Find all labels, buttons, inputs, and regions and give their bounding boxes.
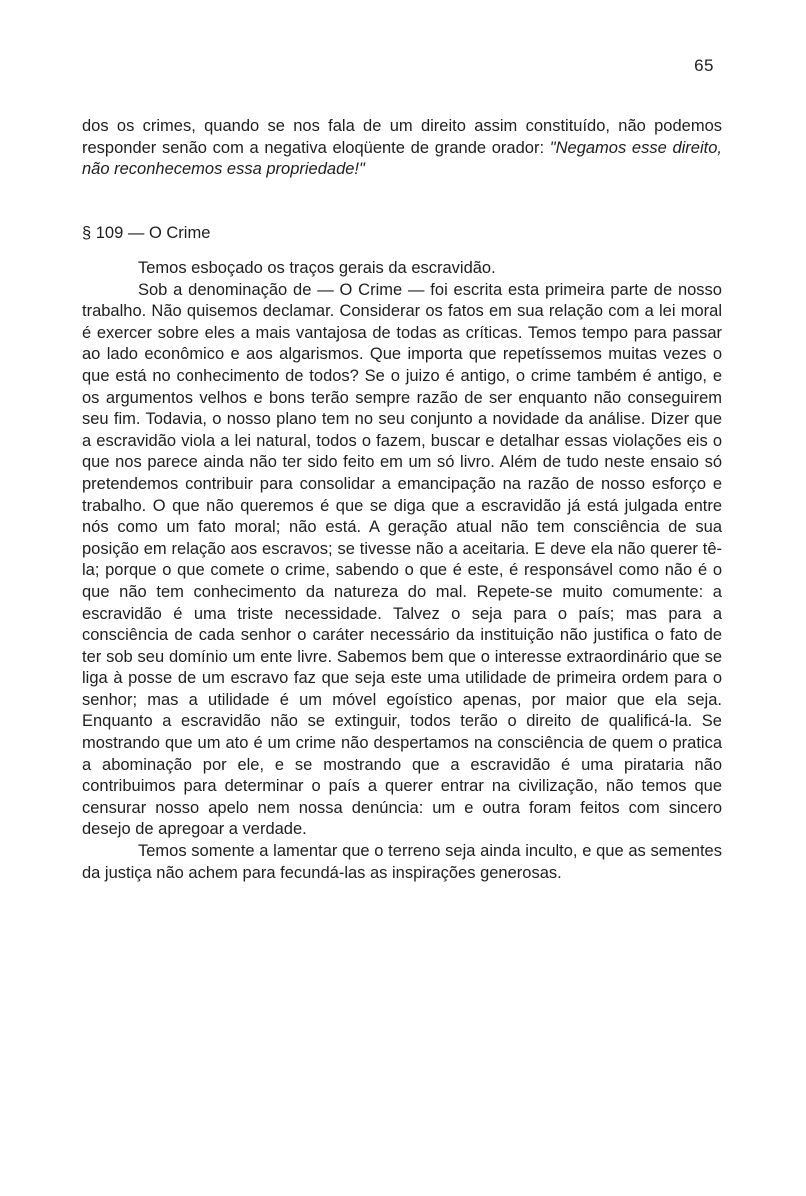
section-paragraph-1: Temos esboçado os traços gerais da escravidão. bbox=[138, 259, 496, 277]
page-number: 65 bbox=[694, 56, 714, 75]
intro-text: dos os crimes, quando se nos fala de um direito assim constituído, não podemos responder senão com a negativa eloqüente de grande orador: bbox=[82, 117, 722, 157]
intro-quote: "Negamos esse direito, não reconhecemos essa propriedade!" bbox=[82, 138, 722, 179]
section-heading: § 109 — O Crime bbox=[82, 224, 211, 242]
section-paragraph-3: Temos somente a lamentar que o terreno seja ainda inculto, e que as sementes da justiça não achem para fecundá-las as inspirações generosas. bbox=[82, 842, 722, 882]
intro-paragraph bbox=[82, 116, 722, 181]
section-body bbox=[82, 258, 722, 884]
section-paragraph-2: Sob a denominação de — O Crime — foi escrita esta primeira parte de nosso trabalho. Não quisemos declamar. Considerar os fatos em sua relação com a lei moral é exercer sobre eles a mais vantajosa de todas as críticas. Temos tempo para passar ao lado econômico e aos algarismos. Que importa que repetíssemos muitas vezes o que está no conhecimento de todos? Se o juizo é antigo, o crime também é antigo, e os argumentos velhos e bons terão sempre razão de ser enquanto não conseguirem seu fim. Todavia, o nosso plano tem no seu conjunto a novidade da análise. Dizer que a escravidão viola a lei natural, todos o fazem, buscar e detalhar essas violações eis o que nos parece ainda não ter sido feito em um só livro. Além de tudo neste ensaio só pretendemos contribuir para consolidar a emancipação na razão de nosso esforço e trabalho. O que não queremos é que se diga que a escravidão já está julgada entre nós como um fato moral; não está. A geração atual não tem consciência de sua posição em relação aos escravos; se tivesse não a aceitaria. E deve ela não querer tê-la; porque o que comete o crime, sabendo o que é este, é responsável como não é o que não tem conhecimento da natureza do mal. Repete-se muito comumente: a escravidão é uma triste necessidade. Talvez o seja para o país; mas para a consciência de cada senhor o caráter necessário da instituição não justifica o fato de ter sob seu domínio um ente livre. Sabemos bem que o interesse extraordinário que se liga à posse de um escravo faz que seja este uma utilidade de primeira ordem para o senhor; mas a utilidade é um móvel egoístico apenas, por maior que ela seja. Enquanto a escravidão não se extinguir, todos terão o direito de qualificá-la. Se mostrando que um ato é um crime não despertamos na consciência de quem o pratica a abominação por ele, e se mostrando que a escravidão é uma pirataria não contribuimos para determinar o país a querer entrar na civilização, não temos que censurar nosso apelo nem nossa denúncia: um e outra foram feitos com sincero desejo de apregoar a verdade. bbox=[82, 280, 722, 839]
